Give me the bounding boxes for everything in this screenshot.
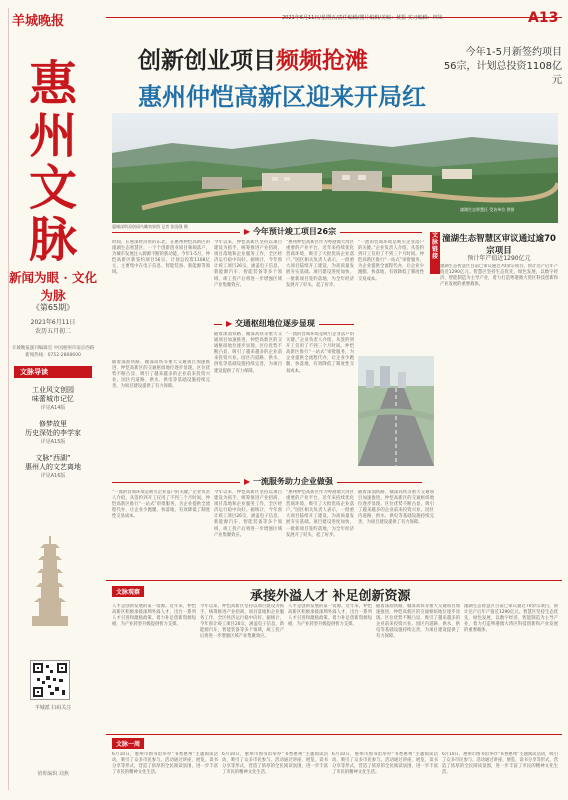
road-photo — [358, 356, 434, 466]
qr-code[interactable] — [30, 660, 70, 700]
headline-line-2: 惠州仲恺高新区迎来开局红 — [138, 82, 426, 111]
observation-tag: 文脉观察 — [112, 586, 144, 597]
body-text-col3-b: “一流的营商环境是吸引企业落户的关键。”企业负责人介绍，从签约到开工仅用了不到三个月时间。仲恺高新区推行“一站式”审批服务，为企业提供全流程代办，让企业少跑腿、快落地，有效降低了制度性交易成本。 — [286, 332, 354, 374]
issue-number: 《第65期》 — [31, 303, 75, 312]
body-text-s3-col2: 今年以来，仲恺高新区坚持以项目建设为抓手，统筹推进产业招商、项目落地和企业服务工作，全区经济运行稳中向好。据统计，今年预计竣工项目26宗，涵盖电子信息、新能源汽车、智能装备等多个领域，竣工投产后将进一步增强区域产业集聚效应。 — [214, 490, 282, 538]
body-text-col1-b: 随着深汕铁路、赣深高铁等重大交通项目加速推进，仲恺高新区的交通枢纽地位逐步显现。区位优势不断凸显，吸引了越来越多的企业前来投资兴业。园区内道路、供水、供电等基础设施持续完善，为项目建设提供了有力保障。 — [112, 360, 210, 390]
headline-deck: 今年1-5月新签约项目 56宗，计划总投资1108亿元 — [443, 47, 562, 86]
guide-item-1[interactable]: 工业风文创园 味蕾城市记忆 详见A14版 — [32, 386, 74, 411]
issue-date: 2021年6月11日 农历五月初二 — [30, 319, 76, 335]
photo-credit-left: 惠城深圳双创园鸟瞰效果图 记者 张国强 摄 — [112, 224, 188, 229]
qr-caption: 羊城派 扫码关注 — [34, 705, 72, 711]
sidebar-tag: 文脉链接 — [430, 232, 440, 274]
sidebar-body: 潼湖生态智慧区目前已审议通过70余宗项目，预计达产后年产值近1290亿元。智慧区坚持生态优先、绿色发展，以数字经济、智能制造为主导产业，着力打造粤港澳大湾区科技创新和产业发展的重要载体。 — [440, 264, 558, 288]
bottom-rule — [106, 580, 562, 581]
body-text-s3-col3: “惠州仲恺高新区作为粤港澳大湾区重要的产业平台，近年来持续优化营商环境，吸引了大批优质企业落户。”园区相关负责人表示，一批重大项目陆续开工建设，为高质量发展夯实基础。项目建设进度加快，一批新项目签约落地，为全年经济发展开了好头、起了好步。 — [286, 490, 354, 538]
body-text-col4: “一流的营商环境是吸引企业落户的关键。”企业负责人介绍，从签约到开工仅用了不到三个月时间。仲恺高新区推行“一站式”审批服务，为企业提供全流程代办，让企业少跑腿、快落地，有效降低了制度性交易成本。 — [358, 240, 424, 282]
weekly-col-1: 6月10日，惠州市图书馆举办“书香惠州”主题阅读活动，吸引了众多市民参与。活动通过讲座、展览、读书分享等形式，营造了浓厚的全民阅读氛围，进一步丰富了市民的精神文化生活。 — [112, 752, 218, 776]
sidebar-headline: 潼湖生态智慧区审议通过逾70宗项目 — [442, 234, 556, 256]
rail-slogan: 新闻为眼 · 文化为脉 — [8, 270, 98, 303]
duty-editor: 值班编辑 刘燕 — [37, 771, 69, 777]
rail-title-char-4: 脉 — [28, 212, 77, 268]
body-text-s3-col4: 随着深汕铁路、赣深高铁等重大交通项目加速推进，仲恺高新区的交通枢纽地位逐步显现。区位优势不断凸显，吸引了越来越多的企业前来投资兴业。园区内道路、供水、供电等基础设施持续完善，为项目建设提供了有力保障。 — [358, 490, 434, 526]
body-text-col2: 今年以来，仲恺高新区坚持以项目建设为抓手，统筹推进产业招商、项目落地和企业服务工作，全区经济运行稳中向好。据统计，今年预计竣工项目26宗，涵盖电子信息、新能源汽车、智能装备等多个领域，竣工投产后将进一步增强区域产业集聚效应。 — [214, 240, 282, 288]
weekly-rule — [106, 734, 562, 735]
rail-publisher-info: 羊城晚报副刊编辑室 中国惠州市南京西路 新闻热线：0752-2868600 — [11, 346, 95, 358]
lead-paragraph: 时间，在惠深经济带的东北，在惠州仲恺高新区的潼湖生态智慧区，一个个创新创业项目频频落户，为城市发展注入源源不断的新动能。今年1-5月，仲恺高新区新签约项目56宗，计划总投资1108亿元，主要集中在电子信息、智能装备、新能源等领域。 — [112, 240, 210, 276]
weekly-tag: 文脉一周 — [112, 738, 144, 749]
weekly-col-2: 6月10日，惠州市图书馆举办“书香惠州”主题阅读活动，吸引了众多市民参与。活动通过讲座、展览、读书分享等形式，营造了浓厚的全民阅读氛围，进一步丰富了市民的精神文化生活。 — [222, 752, 328, 776]
section-title-3: ▶ 一流服务助力企业做强 — [240, 476, 337, 487]
bottom-col-2: 今年以来，仲恺高新区坚持以项目建设为抓手，统筹推进产业招商、项目落地和企业服务工作，全区经济运行稳中向好。据统计，今年预计竣工项目26宗，涵盖电子信息、新能源汽车、智能装备等多个领域，竣工投产后将进一步增强区域产业集聚效应。 — [200, 604, 284, 640]
rail-title-char-1: 惠 — [28, 56, 77, 112]
body-text-s3-col1: “一流的营商环境是吸引企业落户的关键。”企业负责人介绍，从签约到开工仅用了不到三个月时间。仲恺高新区推行“一站式”审批服务，为企业提供全流程代办，让企业少跑腿、快落地，有效降低了制度性交易成本。 — [112, 490, 210, 520]
newspaper-logo: 羊城晚报 — [12, 14, 65, 29]
section-title-2: ▶ 交通枢纽地位逐步显现 — [222, 318, 319, 329]
guide-item-2[interactable]: 修梦故里 历史深处的李学家 详见A15版 — [25, 420, 81, 445]
rail-border — [8, 8, 9, 790]
bottom-col-1: 人才是创新发展的第一资源。近年来，仲恺高新区积极承接深圳外溢人才，出台一系列人才引进和激励政策，着力补足创新资源短板，为产业转型升级提供智力支撑。 — [112, 604, 196, 628]
page-number: A13 — [528, 10, 559, 26]
headline-line-1: 创新创业项目频频抢滩 — [138, 47, 368, 74]
body-text-col2-b: 随着深汕铁路、赣深高铁等重大交通项目加速推进，仲恺高新区的交通枢纽地位逐步显现。区位优势不断凸显，吸引了越来越多的企业前来投资兴业。园区内道路、供水、供电等基础设施持续完善，为项目建设提供了有力保障。 — [214, 332, 282, 374]
guide-item-3[interactable]: 文脉“西湖” 惠州人的文艺离地 详见A16版 — [25, 454, 81, 479]
weekly-col-4: 6月10日，惠州市图书馆举办“书香惠州”主题阅读活动，吸引了众多市民参与。活动通过讲座、展览、读书分享等形式，营造了浓厚的全民阅读氛围，进一步丰富了市民的精神文化生活。 — [442, 752, 558, 776]
sidebar-subhead: 预计年产值近1290亿元 — [467, 255, 531, 262]
weekly-col-3: 6月10日，惠州市图书馆举办“书香惠州”主题阅读活动，吸引了众多市民参与。活动通过讲座、展览、读书分享等形式，营造了浓厚的全民阅读氛围，进一步丰富了市民的精神文化生活。 — [332, 752, 438, 776]
rail-title-char-2: 州 — [28, 108, 77, 164]
section-title-1: ▶ 今年预计竣工项目26宗 — [240, 226, 340, 237]
guide-header: 文脉导读 — [14, 366, 92, 378]
header-date-line: 2021年6月11日/星期五/责任编辑/图片编辑/美编：黄振 实习编辑：林凤 — [282, 15, 443, 21]
pagoda-illustration — [32, 536, 68, 626]
body-text-col3: “惠州仲恺高新区作为粤港澳大湾区重要的产业平台，近年来持续优化营商环境，吸引了大批优质企业落户。”园区相关负责人表示，一批重大项目陆续开工建设，为高质量发展夯实基础。项目建设进度加快，一批新项目签约落地，为全年经济发展开了好头、起了好步。 — [286, 240, 354, 288]
bottom-col-5: 潼湖生态智慧区目前已审议通过70余宗项目，预计达产后年产值近1290亿元。智慧区坚持生态优先、绿色发展，以数字经济、智能制造为主导产业，着力打造粤港澳大湾区科技创新和产业发展的重要载体。 — [464, 604, 558, 634]
bottom-col-4: 随着深汕铁路、赣深高铁等重大交通项目加速推进，仲恺高新区的交通枢纽地位逐步显现。区位优势不断凸显，吸引了越来越多的企业前来投资兴业。园区内道路、供水、供电等基础设施持续完善，为项目建设提供了有力保障。 — [376, 604, 460, 640]
bottom-col-3: 人才是创新发展的第一资源。近年来，仲恺高新区积极承接深圳外溢人才，出台一系列人才引进和激励政策，着力补足创新资源短板，为产业转型升级提供智力支撑。 — [288, 604, 372, 628]
photo-credit-right: 潼湖生态智慧区 受访单位 供图 — [460, 207, 515, 212]
bottom-headline: 承接外溢人才 补足创新资源 — [250, 589, 411, 604]
rail-title-char-3: 文 — [28, 160, 77, 216]
